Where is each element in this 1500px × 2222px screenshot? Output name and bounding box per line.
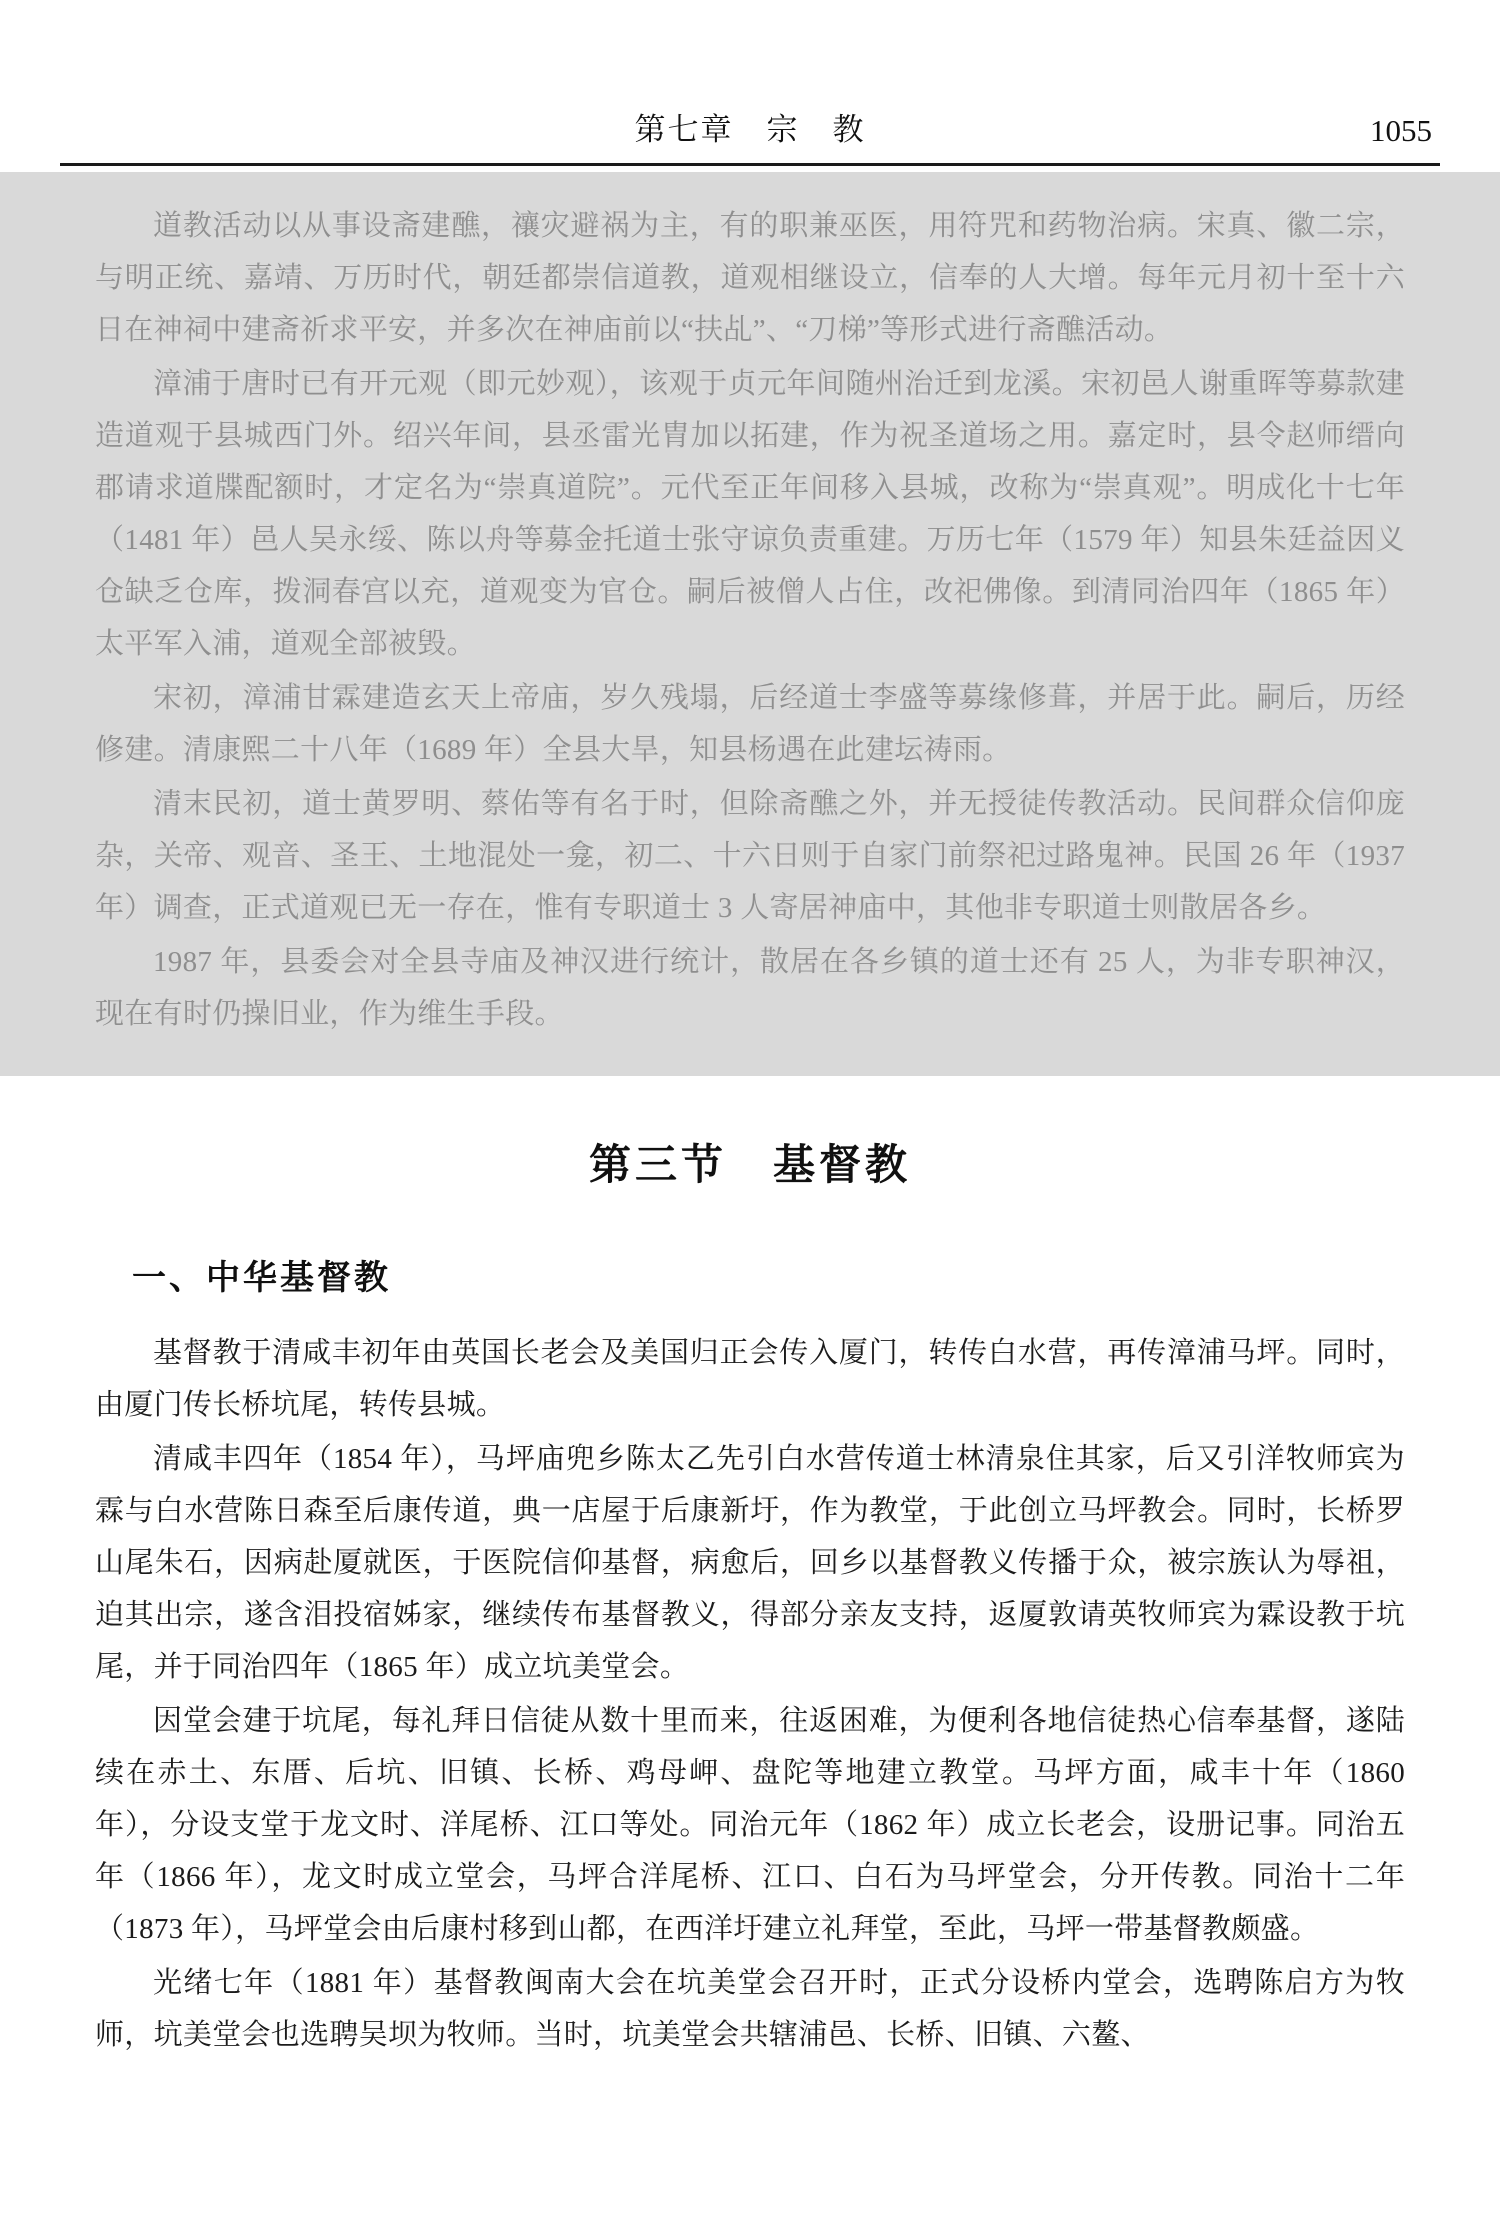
paragraph: 基督教于清咸丰初年由英国长老会及美国归正会传入厦门，转传白水营，再传漳浦马坪。同时，由厦门传长桥坑尾，转传县城。 (95, 1337, 1405, 1421)
paragraph: 光绪七年（1881 年）基督教闽南大会在坑美堂会召开时，正式分设桥内堂会，选聘陈启方为牧师，坑美堂会也选聘吴坝为牧师。当时，坑美堂会共辖浦邑、长桥、旧镇、六鳌、 (95, 1967, 1405, 2051)
paragraph: 漳浦于唐时已有开元观（即元妙观），该观于贞元年间随州治迁到龙溪。宋初邑人谢重晖等募款建造道观于县城西门外。绍兴年间，县丞雷光胄加以拓建，作为祝圣道场之用。嘉定时，县令赵师缙向郡请求道牒配额时，才定名为“崇真道院”。元代至正年间移入县城，改称为“崇真观”。明成化十七年（1481 年）邑人吴永绥、陈以舟等募金托道士张守谅负责重建。万历七年（1579 年）知县朱廷益因义仓缺乏仓库，拨洞春宫以充，道观变为官仓。嗣后被僧人占住，改祀佛像。到清同治四年（1865 年）太平军入浦，道观全部被毁。 (95, 368, 1405, 660)
header-divider (60, 163, 1440, 166)
paragraph: 清末民初，道士黄罗明、蔡佑等有名于时，但除斋醮之外，并无授徒传教活动。民间群众信仰庞杂，关帝、观音、圣王、土地混处一龛，初二、十六日则于自家门前祭祀过路鬼神。民国 26 年（1937 年）调查，正式道观已无一存在，惟有专职道士 3 人寄居神庙中，其他非专职道士则散居各乡。 (95, 788, 1405, 924)
paragraph: 道教活动以从事设斋建醮，禳灾避祸为主，有的职兼巫医，用符咒和药物治病。宋真、徽二宗，与明正统、嘉靖、万历时代，朝廷都崇信道教，道观相继设立，信奉的人大增。每年元月初十至十六日在神祠中建斋祈求平安，并多次在神庙前以“扶乩”、“刀梯”等形式进行斋醮活动。 (95, 210, 1405, 346)
page-number: 1055 (1370, 113, 1432, 148)
page-header (60, 0, 1440, 149)
previous-section-faded-block (0, 172, 1500, 1076)
subsection-heading: 一、中华基督教 (132, 1260, 391, 1297)
paragraph: 因堂会建于坑尾，每礼拜日信徒从数十里而来，往返困难，为便利各地信徒热心信奉基督，遂陆续在赤土、东厝、后坑、旧镇、长桥、鸡母岬、盘陀等地建立教堂。马坪方面，咸丰十年（1860 年），分设支堂于龙文时、洋尾桥、江口等处。同治元年（1862 年）成立长老会，设册记事。同治五年（1866 年），龙文时成立堂会，马坪合洋尾桥、江口、白石为马坪堂会，分开传教。同治十二年（1873 年），马坪堂会由后康村移到山都，在西洋圩建立礼拜堂，至此，马坪一带基督教颇盛。 (95, 1705, 1405, 1945)
page-title: 第七章 宗 教 (634, 112, 866, 147)
paragraph: 宋初，漳浦甘霖建造玄天上帝庙，岁久残塌，后经道士李盛等募缘修葺，并居于此。嗣后，历经修建。清康熙二十八年（1689 年）全县大旱，知县杨遇在此建坛祷雨。 (95, 682, 1405, 766)
section-heading: 第三节 基督教 (588, 1143, 911, 1189)
paragraph: 清咸丰四年（1854 年），马坪庙兜乡陈太乙先引白水营传道士林清泉住其家，后又引洋牧师宾为霖与白水营陈日森至后康传道，典一店屋于后康新圩，作为教堂，于此创立马坪教会。同时，长桥罗山尾朱石，因病赴厦就医，于医院信仰基督，病愈后，回乡以基督教义传播于众，被宗族认为辱祖，迫其出宗，遂含泪投宿姊家，继续传布基督教义，得部分亲友支持，返厦敦请英牧师宾为霖设教于坑尾，并于同治四年（1865 年）成立坑美堂会。 (95, 1443, 1405, 1683)
paragraph: 1987 年，县委会对全县寺庙及神汉进行统计，散居在各乡镇的道士还有 25 人，为非专职神汉，现在有时仍操旧业，作为维生手段。 (95, 946, 1405, 1030)
section-body (95, 1321, 1405, 2061)
